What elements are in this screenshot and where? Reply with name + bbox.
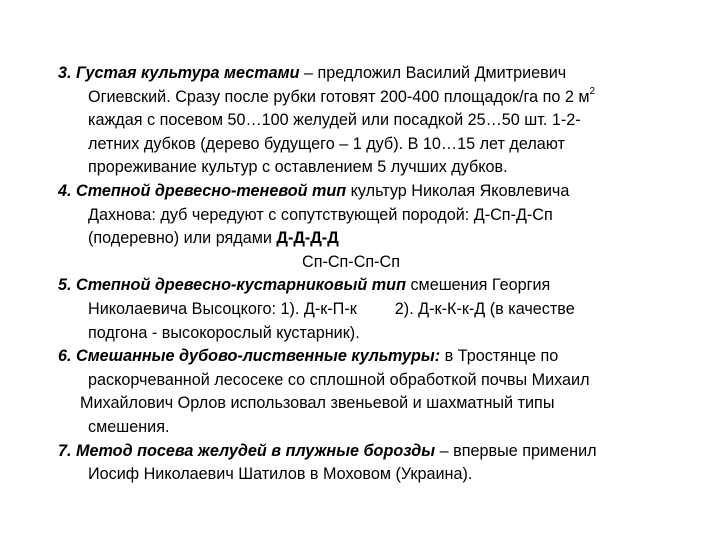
item-3-number: 3.: [58, 64, 72, 82]
item-6-text-1: в Тростянце по: [440, 347, 559, 366]
slide-text: [58, 62, 698, 487]
item-7-line-1: [58, 440, 698, 464]
item-3-superscript: 2: [589, 86, 596, 98]
item-4-line-3: [58, 227, 698, 251]
item-6-title: Смешанные дубово-лиственные культуры:: [76, 347, 441, 366]
item-4-number: 4.: [58, 181, 72, 200]
item-4-title: Степной древесно-теневой тип: [76, 181, 347, 200]
item-7-line-2: Иосиф Николаевич Шатилов в Моховом (Украина).: [88, 465, 473, 484]
item-3-text-1: – предложил Василий Дмитриевич: [299, 64, 567, 82]
item-7-number: 7.: [58, 441, 72, 460]
item-7-text-1: – впервые применил: [435, 441, 597, 460]
item-4-line-2: Дахнова: дуб чередуют с сопутствующей породой: Д-Сп-Д-Сп: [88, 205, 553, 224]
item-5-line-2: [58, 298, 698, 322]
item-5-number: 5.: [58, 276, 72, 295]
item-3-line-2: [58, 86, 698, 110]
item-5-line-3: подгона - высокорослый кустарник).: [88, 323, 360, 342]
item-5-scheme-2: 2). Д-к-К-к-Д (в качестве: [394, 299, 575, 318]
item-3-text-2: Огиевский. Сразу после рубки готовят 200-400 площадок/га по 2 м: [88, 87, 590, 106]
item-4-sequence-oak: Д-Д-Д-Д: [276, 229, 339, 248]
item-3-line-3: каждая с посевом 50…100 желудей или посадкой 25…50 шт. 1-2-: [88, 111, 581, 130]
item-6-line-3: Михайлович Орлов использовал звеньевой и шахматный типы: [80, 394, 555, 413]
item-6-line-4: смешения.: [88, 417, 170, 436]
item-3-line-5: прореживание культур с оставлением 5 лучших дубков.: [88, 158, 508, 177]
item-3-title: Густая культура местами: [76, 64, 300, 82]
item-4-text-3: (подеревно) или рядами: [88, 229, 277, 248]
item-4-sequence-companion: Сп-Сп-Сп-Сп: [302, 252, 400, 271]
item-7-title: Метод посева желудей в плужные борозды: [76, 441, 436, 460]
item-5-text-1: смешения Георгия: [405, 276, 551, 295]
item-5-scheme-1: Николаевича Высоцкого: 1). Д-к-П-к: [88, 299, 357, 318]
item-6-line-1: [58, 345, 698, 369]
item-4-text-1: культур Николая Яковлевича: [346, 181, 570, 200]
item-5-title: Степной древесно-кустарниковый тип: [76, 276, 406, 295]
item-5-line-1: [58, 274, 698, 298]
item-3-line-1: [58, 62, 698, 86]
item-6-number: 6.: [58, 347, 72, 366]
item-4-line-1: [58, 180, 698, 204]
item-3-line-4: летних дубков (дерево будущего – 1 дуб). В 10…15 лет делают: [88, 134, 565, 153]
item-6-line-2: раскорчеванной лесосеке со сплошной обработкой почвы Михаил: [88, 370, 590, 389]
